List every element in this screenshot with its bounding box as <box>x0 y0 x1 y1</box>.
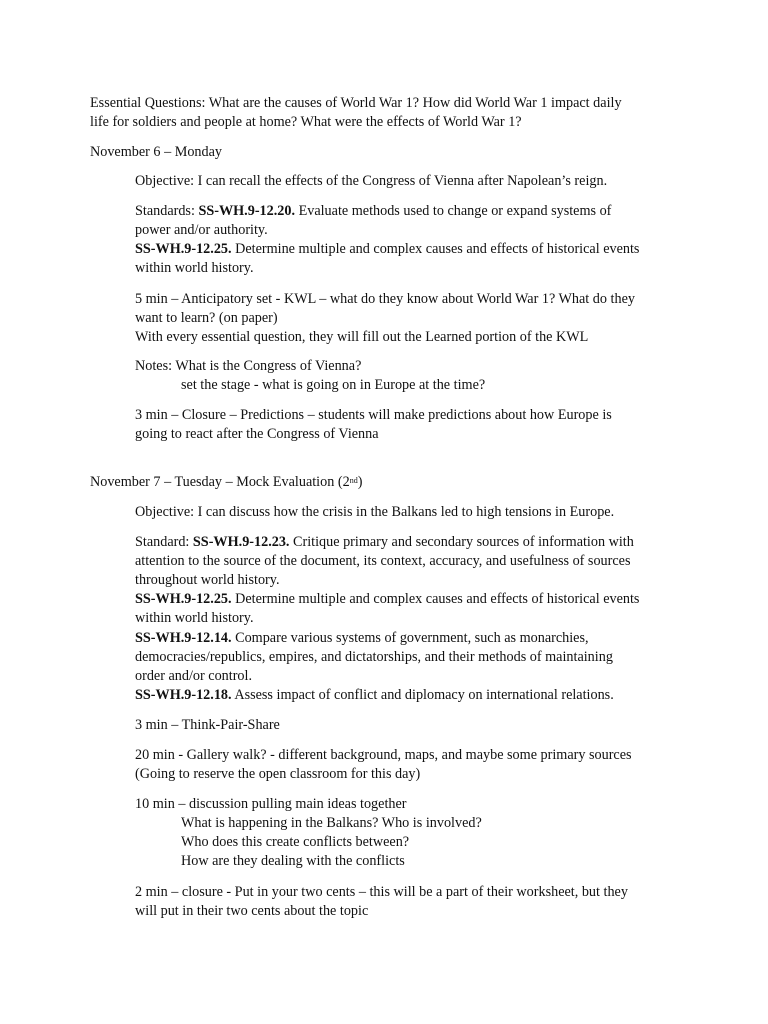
day2-standard-1-code: SS-WH.9-12.23. <box>192 534 290 550</box>
day1-activity-1-line-2: want to learn? (on paper) <box>135 310 278 326</box>
day2-standard-1-text: Critique primary and secondary sources of information with <box>289 534 634 550</box>
day1-standard-2-text: Determine multiple and complex causes and effects of historical events <box>231 241 640 257</box>
day2-activity-4-line-1: 2 min – closure - Put in your two cents – this will be a part of their worksheet, but they <box>135 884 628 900</box>
day2-standard-3-line-2: democracies/republics, empires, and dictatorships, and their methods of maintaining <box>135 649 613 665</box>
day2-activity-2-line-2: (Going to reserve the open classroom for this day) <box>135 766 421 782</box>
day2-standard-2-code: SS-WH.9-12.25. <box>135 591 232 607</box>
day1-activity-1-line-1: 5 min – Anticipatory set - KWL – what do they know about World War 1? What do they <box>135 291 635 307</box>
day2-standard-label: Standard: <box>135 534 193 550</box>
essential-questions-line-1: Essential Questions: What are the causes of World War 1? How did World War 1 impact daily <box>90 95 622 111</box>
day1-heading: November 6 – Monday <box>90 144 222 160</box>
day2-standard-1-line-1 <box>135 533 634 552</box>
day2-activity-4-line-2: will put in their two cents about the topic <box>135 903 369 919</box>
day2-standard-4-text: Assess impact of conflict and diplomacy on international relations. <box>231 687 614 703</box>
day2-activity-3-line-1: 10 min – discussion pulling main ideas together <box>135 796 407 812</box>
day2-activity-3-line-4: How are they dealing with the conflicts <box>181 853 405 869</box>
day1-activity-1-line-3: With every essential question, they will fill out the Learned portion of the KWL <box>135 329 589 345</box>
day1-objective: Objective: I can recall the effects of the Congress of Vienna after Napolean’s reign. <box>135 173 608 189</box>
essential-questions-line-2: life for soldiers and people at home? What were the effects of World War 1? <box>90 114 522 130</box>
day2-standard-1-line-2: attention to the source of the document, its context, accuracy, and usefulness of sources <box>135 553 631 569</box>
day2-standard-2-line-1 <box>135 590 639 609</box>
day2-activity-3-line-3: Who does this create conflicts between? <box>181 834 410 850</box>
day2-heading <box>90 473 362 492</box>
day2-objective: Objective: I can discuss how the crisis in the Balkans led to high tensions in Europe. <box>135 504 615 520</box>
day2-heading-end: ) <box>357 474 363 490</box>
day2-standard-3-line-1 <box>135 629 589 648</box>
day2-standard-2-line-2: within world history. <box>135 610 254 626</box>
day2-standard-3-line-3: order and/or control. <box>135 668 253 684</box>
day1-standard-2-code: SS-WH.9-12.25. <box>135 241 232 257</box>
day1-standard-1-line-1 <box>135 202 611 221</box>
day2-heading-text: November 7 – Tuesday – Mock Evaluation (2 <box>90 474 350 490</box>
day1-notes-line-2: set the stage - what is going on in Europe at the time? <box>181 377 486 393</box>
day2-standard-4-code: SS-WH.9-12.18. <box>135 687 232 703</box>
day2-standard-3-text: Compare various systems of government, such as monarchies, <box>231 630 589 646</box>
day2-standard-1-line-3: throughout world history. <box>135 572 280 588</box>
day2-activity-1: 3 min – Think-Pair-Share <box>135 717 280 733</box>
day2-standard-3-code: SS-WH.9-12.14. <box>135 630 232 646</box>
day1-standard-1-text: Evaluate methods used to change or expand systems of <box>295 203 612 219</box>
day1-standards-label: Standards: <box>135 203 199 219</box>
day2-heading-superscript: nd <box>349 476 358 485</box>
day2-standard-4-line-1 <box>135 686 614 705</box>
day2-standard-2-text: Determine multiple and complex causes and effects of historical events <box>231 591 640 607</box>
day1-notes-line-1: Notes: What is the Congress of Vienna? <box>135 358 362 374</box>
day1-standard-2-line-1 <box>135 240 639 259</box>
day2-activity-3-line-2: What is happening in the Balkans? Who is involved? <box>181 815 482 831</box>
day1-standard-1-line-2: power and/or authority. <box>135 222 268 238</box>
day1-standard-1-code: SS-WH.9-12.20. <box>198 203 296 219</box>
day1-standard-2-line-2: within world history. <box>135 260 254 276</box>
day1-closure-line-2: going to react after the Congress of Vienna <box>135 426 379 442</box>
day1-closure-line-1: 3 min – Closure – Predictions – students will make predictions about how Europe is <box>135 407 612 423</box>
day2-activity-2-line-1: 20 min - Gallery walk? - different background, maps, and maybe some primary sources <box>135 747 632 763</box>
